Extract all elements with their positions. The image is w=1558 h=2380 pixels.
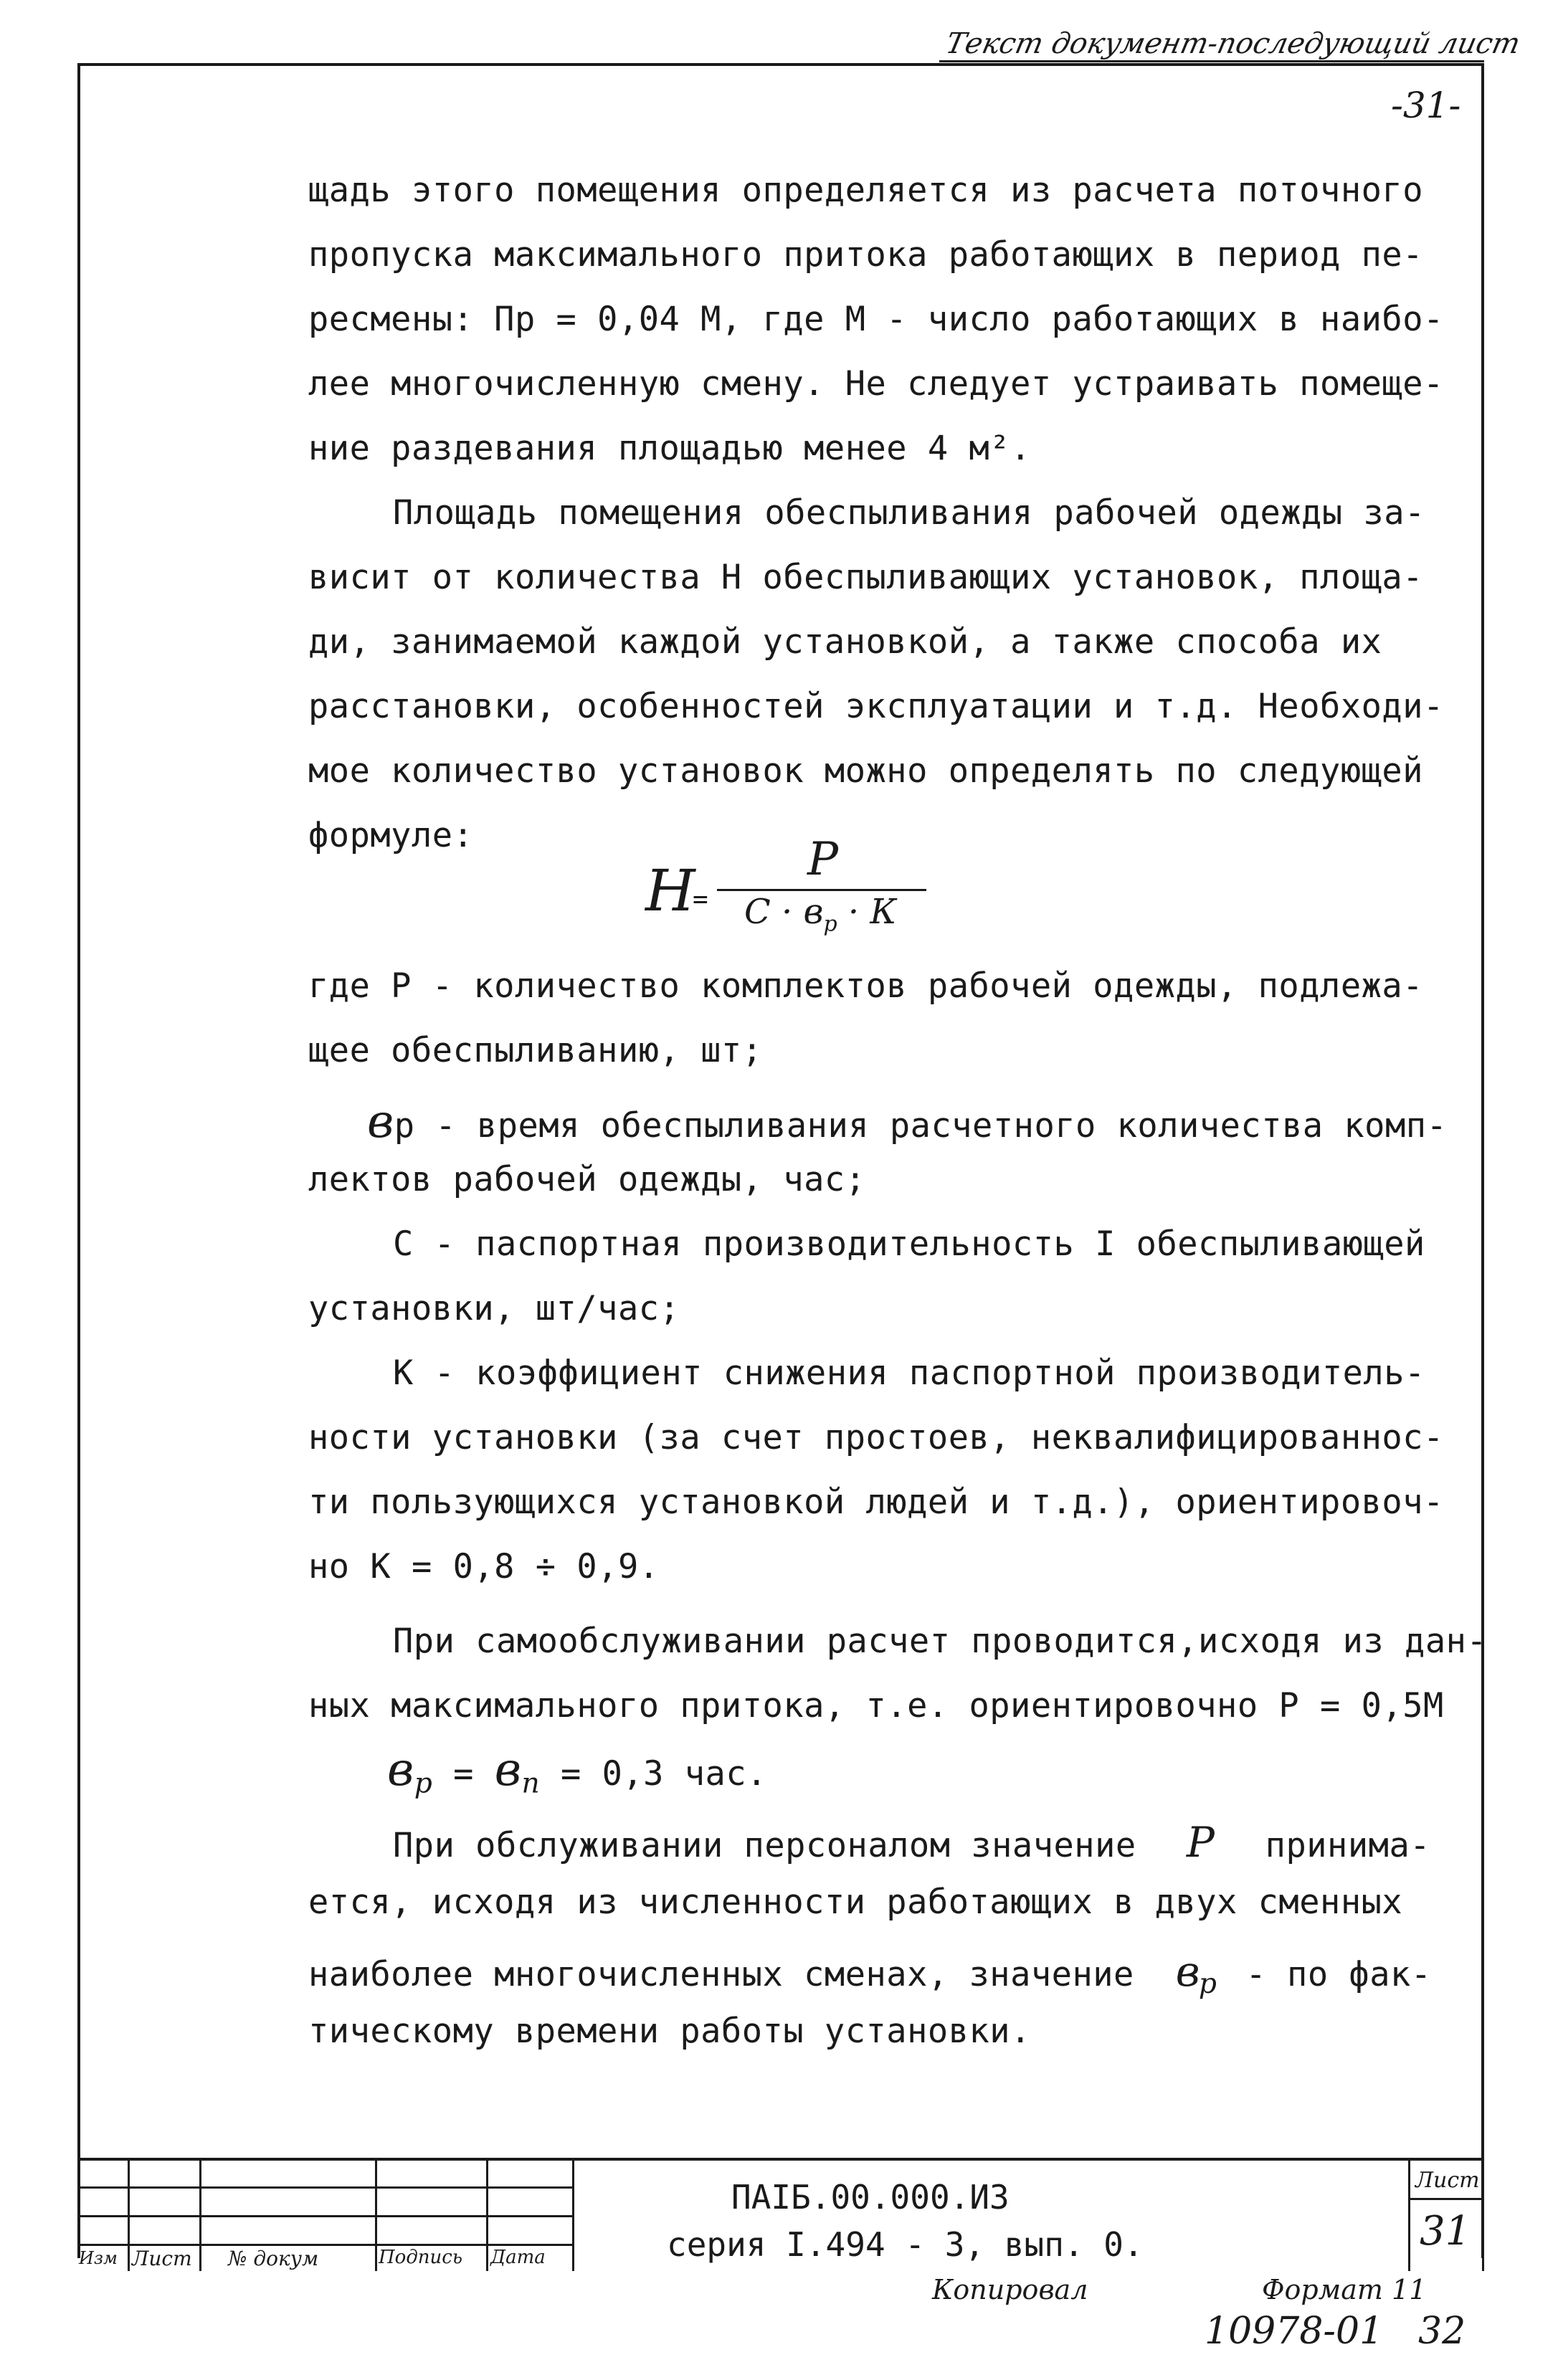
formula-equals: = [693, 885, 708, 914]
def-b-line [367, 1095, 1447, 1148]
col-label-date: Дата [490, 2247, 546, 2268]
text-line: формуле: [308, 816, 474, 855]
header-underline [939, 60, 1484, 62]
title-block [77, 2158, 1484, 2271]
def-b-symbol: в [367, 1095, 394, 1148]
text-line: р - время обеспыливания расчетного количества комп- [394, 1106, 1448, 1146]
text-line: ресмены: Пр = 0,04 М, где М - число работающих в наибо- [308, 300, 1444, 339]
series-label: серия I.494 - 3, вып. 0. [667, 2225, 1144, 2264]
archive-page: 32 [1418, 2310, 1466, 2353]
text-line: где Р - количество комплектов рабочей одежды, подлежа- [308, 966, 1424, 1006]
text-line: ние раздевания площадью менее 4 м². [308, 429, 1031, 468]
sheet-number: 31 [1420, 2208, 1471, 2255]
doc-code: ПАIБ.00.000.ИЗ [731, 2178, 1010, 2217]
text-line: ных максимального притока, т.е. ориентировочно Р = 0,5М [308, 1686, 1444, 1726]
formula-numerator: Р [807, 833, 839, 886]
text-line: тическому времени работы установки. [308, 2012, 1031, 2051]
formula-lhs: Н [645, 857, 695, 924]
text-line: мое количество установок можно определять по следующей [308, 751, 1424, 791]
text-line: щадь этого помещения определяется из расчета поточного [308, 171, 1424, 210]
text-line: пропуска максимального притока работающих в период пе- [308, 235, 1424, 275]
copied-by: Копировал [932, 2274, 1088, 2305]
text-line: ности установки (за счет простоев, неквалифицированнос- [308, 1418, 1444, 1457]
text-line: При обслуживании персоналом значение Р принима- [393, 1818, 1431, 1867]
col-label-signature: Подпись [379, 2247, 463, 2268]
col-label-list: Лист [132, 2247, 192, 2270]
archive-number: 10978-01 [1205, 2310, 1384, 2353]
sheet-label: Лист [1415, 2168, 1480, 2193]
text-line: С - паспортная производительность I обеспыливающей [393, 1224, 1425, 1264]
formula [645, 833, 932, 945]
text-line: установки, шт/час; [308, 1289, 680, 1328]
col-label-docnum: № докум [228, 2247, 319, 2270]
text-line: расстановки, особенностей эксплуатации и т.д. Необходи- [308, 687, 1444, 726]
page-number: -31- [1391, 85, 1461, 126]
header-note: Текст документ-последующий лист [943, 27, 1524, 60]
text-line: висит от количества Н обеспыливающих установок, площа- [308, 558, 1424, 597]
text-line: При самообслуживании расчет проводится,исходя из дан- [393, 1622, 1488, 1661]
text-line: К - коэффициент снижения паспортной производитель- [393, 1353, 1425, 1393]
text-line: ти пользующихся установкой людей и т.д.), ориентировоч- [308, 1482, 1444, 1522]
col-label-izm: Изм [79, 2248, 118, 2268]
text-line: лее многочисленную смену. Не следует устраивать помеще- [308, 364, 1444, 404]
formula-fraction-bar [717, 889, 926, 891]
format-label: Формат 11 [1262, 2274, 1427, 2305]
text-line: $в_р = в_п = 0,3$ час. [387, 1743, 767, 1800]
text-line: наиболее многочисленных сменах, значение $в_р$ - по фак- [308, 1947, 1432, 2001]
text-line: лектов рабочей одежды, час; [308, 1160, 866, 1199]
formula-denominator: $С \cdot в_р \cdot К$ [744, 892, 897, 937]
text-line: Площадь помещения обеспыливания рабочей одежды за- [393, 493, 1425, 533]
text-line: ди, занимаемой каждой установкой, а также способа их [308, 622, 1382, 662]
text-line: ется, исходя из численности работающих в двух сменных [308, 1882, 1403, 1922]
text-line: но К = 0,8 ÷ 0,9. [308, 1547, 660, 1586]
text-line: щее обеспыливанию, шт; [308, 1031, 763, 1070]
